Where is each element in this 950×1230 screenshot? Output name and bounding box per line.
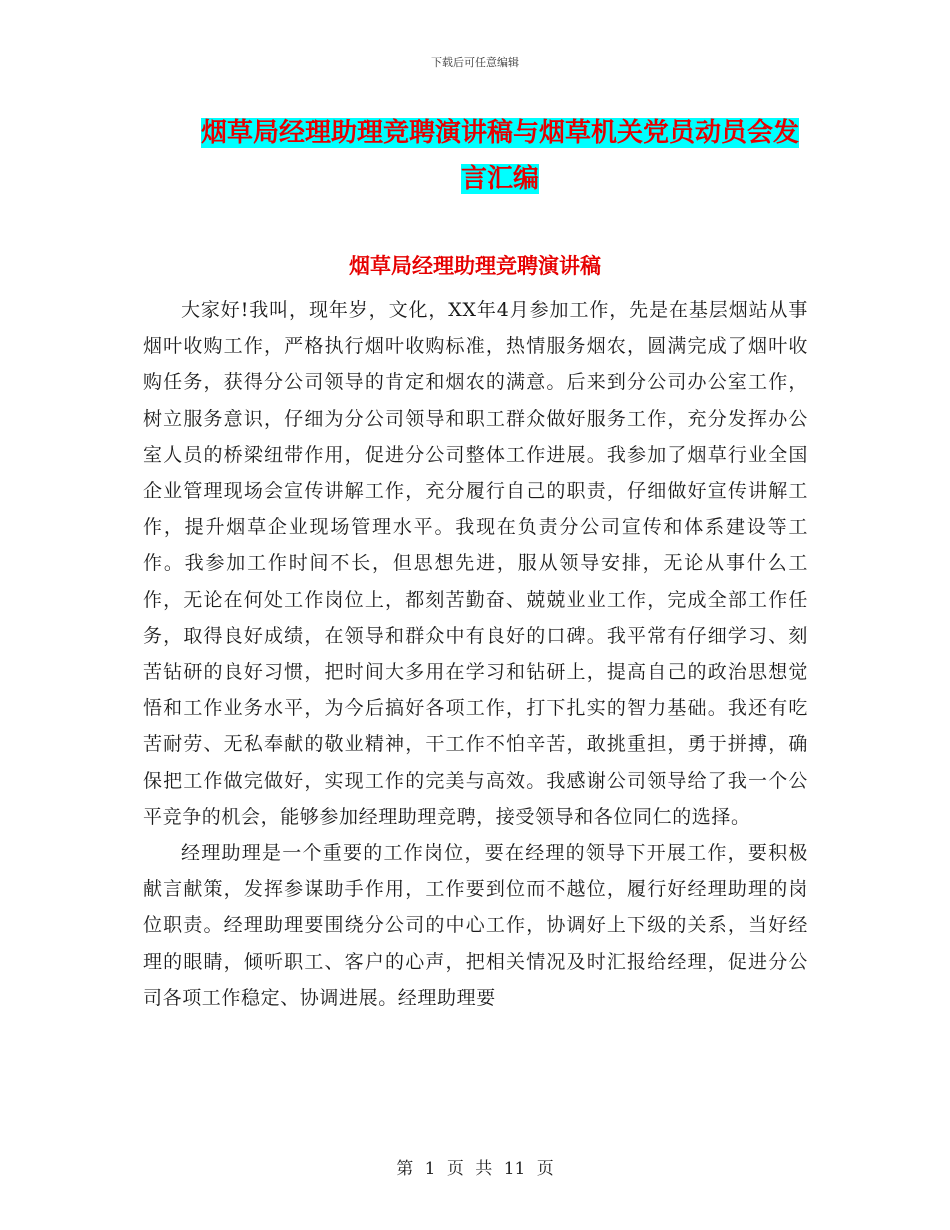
paragraph: 大家好!我叫，现年岁，文化，XX年4月参加工作，先是在基层烟站从事烟叶收购工作，严格执行烟叶收购标准，热情服务烟农，圆满完成了烟叶收购任务，获得分公司领导的肯定和烟农的满意。后来到分公司办公室工作，树立服务意识，仔细为分公司领导和职工群众做好服务工作，充分发挥办公室人员的桥梁纽带作用，促进分公司整体工作进展。我参加了烟草行业全国企业管理现场会宣传讲解工作，充分履行自己的职责，仔细做好宣传讲解工作，提升烟草企业现场管理水平。我现在负责分公司宣传和体系建设等工作。我参加工作时间不长，但思想先进，服从领导安排，无论从事什么工作，无论在何处工作岗位上，都刻苦勤奋、兢兢业业工作，完成全部工作任务，取得良好成绩，在领导和群众中有良好的口碑。我平常有仔细学习、刻苦钻研的良好习惯，把时间大多用在学习和钻研上，提高自己的政治思想觉悟和工作业务水平，为今后搞好各项工作，打下扎实的智力基础。我还有吃苦耐劳、无私奉献的敬业精神，干工作不怕辛苦，敢挑重担，勇于拼搏，确保把工作做完做好，实现工作的完美与高效。我感谢公司领导给了我一个公平竞争的机会，能够参加经理助理竞聘，接受领导和各位同仁的选择。: [143, 299, 808, 828]
document-title: [190, 110, 810, 202]
paragraph: 经理助理是一个重要的工作岗位，要在经理的领导下开展工作，要积极献言献策，发挥参谋助手作用，工作要到位而不越位，履行好经理助理的岗位职责。经理助理要围绕分公司的中心工作，协调好上下级的关系，当好经理的眼睛，倾听职工、客户的心声，把相关情况及时汇报给经理，促进分公司各项工作稳定、协调进展。经理助理要: [143, 842, 808, 1009]
page-number: 第 1 页 共 11 页: [396, 1159, 554, 1179]
document-title-text: 烟草局经理助理竞聘演讲稿与烟草机关党员动员会发言汇编: [200, 118, 799, 194]
header-note: 下载后可任意编辑: [431, 56, 519, 69]
section-title: 烟草局经理助理竞聘演讲稿: [349, 254, 601, 278]
body-text: [143, 292, 808, 1016]
